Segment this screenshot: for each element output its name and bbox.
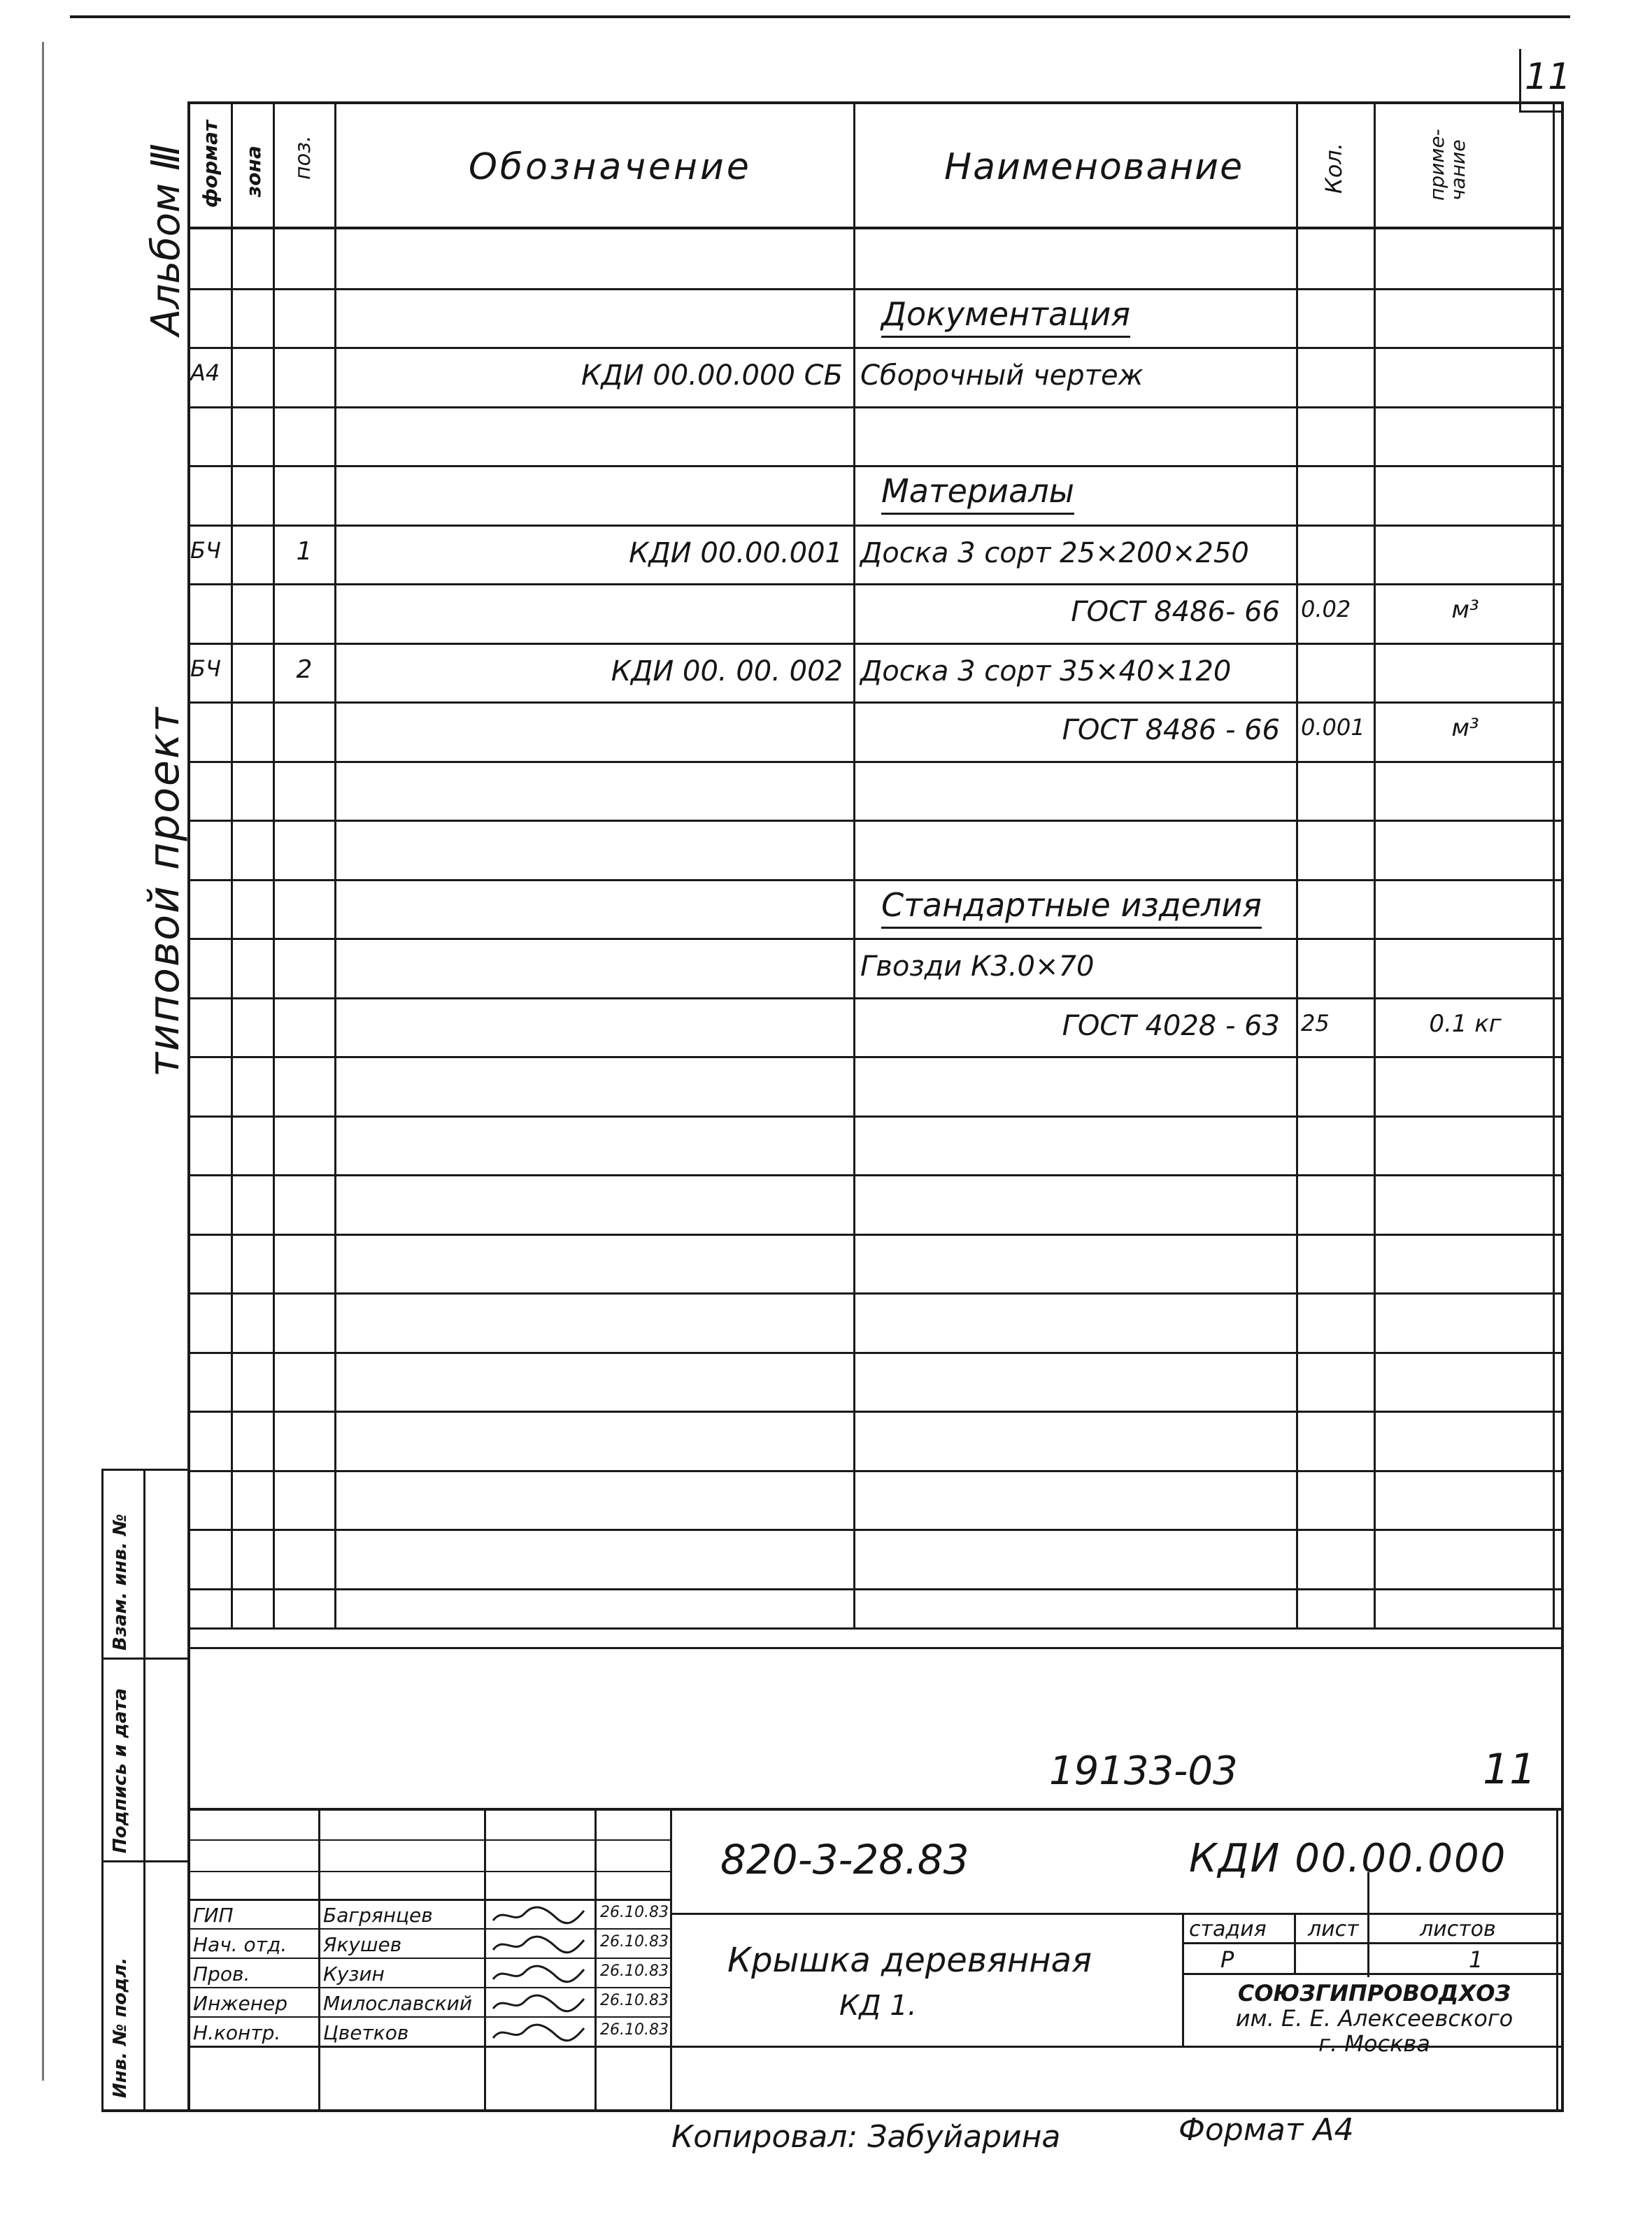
cell-note: 0.1 кг — [1429, 1009, 1502, 1038]
signature-role: ГИП — [193, 1904, 234, 1927]
project-code: 820-3-28.83 — [720, 1836, 969, 1883]
sign-date-label: Подпись и дата — [110, 1688, 131, 1853]
org-line1: СОЮЗГИПРОВОДХОЗ — [1237, 1980, 1511, 2007]
cell-pos: 2 — [296, 655, 313, 684]
signature-date: 26.10.83 — [600, 1904, 669, 1921]
signature-role: Н.контр. — [193, 2021, 281, 2044]
doc-code: КДИ 00.00.000 — [1189, 1836, 1507, 1881]
header-qty: Кол. — [1320, 143, 1347, 194]
header-designation: Обозначение — [469, 146, 752, 188]
cell-name: Документация — [881, 295, 1130, 338]
signature-scribble — [490, 1964, 588, 1985]
header-note: приме- чание — [1425, 129, 1469, 201]
sheets-label: листов — [1420, 1917, 1496, 1941]
signature-role: Инженер — [193, 1992, 288, 2015]
cell-name: Материалы — [881, 472, 1074, 515]
cell-name: Стандартные изделия — [881, 886, 1262, 929]
header-zone: зона — [242, 145, 265, 197]
table-row — [189, 643, 1562, 702]
signature-scribble — [490, 1905, 588, 1926]
cell-note: м³ — [1451, 714, 1479, 742]
cell-name: ГОСТ 8486- 66 — [1071, 596, 1280, 628]
table-row — [189, 997, 1562, 1057]
stage-value: Р — [1220, 1946, 1234, 1973]
spec-table — [189, 103, 1562, 1627]
cell-format: БЧ — [190, 655, 221, 682]
signature-row — [189, 1960, 671, 1989]
album-label: Альбом Ⅲ — [143, 143, 189, 336]
signature-role: Нач. отд. — [193, 1933, 287, 1956]
signature-name: Багрянцев — [323, 1904, 433, 1927]
archive-number: 19133-03 — [1049, 1748, 1238, 1794]
table-row — [189, 583, 1562, 643]
signature-name: Якушев — [323, 1933, 402, 1956]
sheet-number: 11 — [1525, 56, 1572, 98]
cell-name: ГОСТ 8486 - 66 — [1062, 714, 1280, 746]
org-line3: г. Москва — [1318, 2030, 1430, 2057]
signature-date: 26.10.83 — [600, 1933, 669, 1951]
signature-row — [189, 1901, 671, 1930]
inv-orig-label: Инв. № подл. — [110, 1957, 131, 2098]
table-row — [189, 525, 1562, 584]
table-row — [189, 288, 1562, 348]
signature-date: 26.10.83 — [600, 1992, 669, 2009]
archive-sheet: 11 — [1483, 1745, 1537, 1794]
doc-title: Крышка деревянная — [727, 1941, 1092, 1980]
top-rule — [70, 15, 1570, 18]
cell-note: м³ — [1451, 596, 1479, 624]
header-pos: поз. — [291, 135, 315, 180]
cell-designation: КДИ 00. 00. 002 — [611, 655, 843, 687]
signature-name: Милославский — [323, 1992, 473, 2015]
project-label: типовой проект — [140, 706, 189, 1077]
sheets-value: 1 — [1469, 1946, 1483, 1973]
doc-subtitle: КД 1. — [839, 1990, 917, 2022]
signature-scribble — [490, 2023, 588, 2044]
signature-date: 26.10.83 — [600, 2021, 669, 2039]
table-row — [189, 465, 1562, 525]
signature-row — [189, 1989, 671, 2018]
header-format: формат — [199, 120, 222, 208]
replace-inv-label: Взам. инв. № — [110, 1513, 131, 1651]
format-label: Формат А4 — [1179, 2112, 1354, 2148]
cell-qty: 25 — [1301, 1009, 1330, 1036]
header-name: Наименование — [944, 146, 1244, 188]
signature-scribble — [490, 1993, 588, 2014]
cell-designation: КДИ 00.00.001 — [629, 536, 843, 569]
cell-format: А4 — [190, 359, 220, 386]
signature-name: Цветков — [323, 2021, 409, 2044]
signature-name: Кузин — [323, 1962, 385, 1986]
table-row — [189, 406, 1562, 466]
cell-pos: 1 — [296, 536, 313, 566]
copied-by: Копировал: Забуйарина — [671, 2119, 1061, 2155]
signature-date: 26.10.83 — [600, 1962, 669, 1980]
stage-label: стадия — [1189, 1917, 1267, 1941]
table-row — [189, 938, 1562, 997]
table-row — [189, 820, 1562, 879]
cell-qty: 0.001 — [1301, 714, 1365, 741]
cell-name: Сборочный чертеж — [860, 359, 1144, 392]
table-row — [189, 229, 1562, 288]
table-row — [189, 879, 1562, 939]
cell-name: Доска 3 сорт 35×40×120 — [860, 655, 1232, 687]
signature-scribble — [490, 1934, 588, 1955]
sheet-label: лист — [1308, 1917, 1359, 1941]
cell-name: Гвозди К3.0×70 — [860, 950, 1095, 983]
table-row — [189, 701, 1562, 761]
cell-name: Доска 3 сорт 25×200×250 — [860, 536, 1249, 569]
cell-designation: КДИ 00.00.000 СБ — [581, 359, 843, 392]
table-row — [189, 347, 1562, 406]
left-edge — [42, 42, 44, 2081]
signature-row — [189, 2018, 671, 2048]
signature-row — [189, 1930, 671, 1960]
cell-format: БЧ — [190, 536, 221, 564]
table-row — [189, 761, 1562, 820]
signature-role: Пров. — [193, 1962, 250, 1986]
cell-name: ГОСТ 4028 - 63 — [1062, 1009, 1280, 1042]
org-line2: им. Е. Е. Алексеевского — [1235, 2005, 1514, 2032]
left-strip — [101, 1469, 189, 2112]
cell-qty: 0.02 — [1301, 596, 1351, 622]
title-block — [189, 1808, 1562, 2111]
